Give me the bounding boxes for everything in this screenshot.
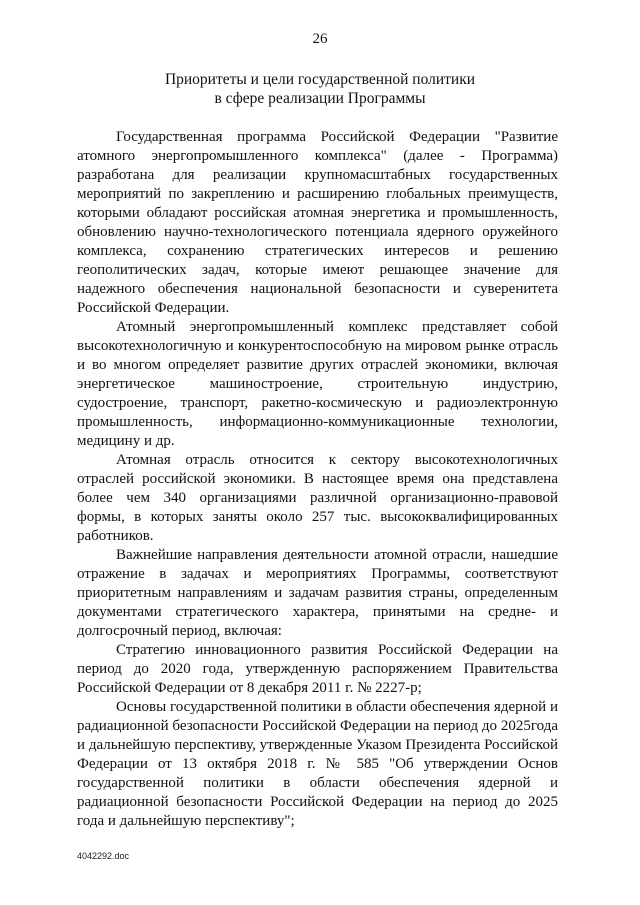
- document-body: [77, 128, 558, 831]
- section-heading: [100, 70, 540, 108]
- paragraph: Атомная отрасль относится к сектору высокотехнологичных отраслей российской экономики. В настоящее время она представлена более чем 340 организациями различной организационно-правовой формы, в которых заняты около 257 тыс. высококвалифицированных работников.: [77, 452, 558, 544]
- page-number: 26: [312, 31, 328, 47]
- paragraph: Стратегию инновационного развития Российской Федерации на период до 2020 года, утвержденную распоряжением Правительства Российской Федерации от 8 декабря 2011 г. № 2227-р;: [77, 642, 558, 696]
- paragraph: Основы государственной политики в области обеспечения ядерной и радиационной безопасности Российской Федерации на период до 2025года и дальнейшую перспективу, утвержденные Указом Президента Российской Федерации от 13 октября 2018 г. № 585 "Об утверждении Основ государственной политики в области обеспечения ядерной и радиационной безопасности Российской Федерации на период до 2025 года и дальнейшую перспективу";: [77, 699, 558, 829]
- document-file-code: 4042292.doc: [77, 851, 130, 861]
- paragraph: Важнейшие направления деятельности атомной отрасли, нашедшие отражение в задачах и мероприятиях Программы, соответствуют приоритетным направлениям и задачам развития страны, определенным документами стратегического характера, принятыми на средне- и долгосрочный период, включая:: [77, 547, 558, 639]
- section-heading-line-1: Приоритеты и цели государственной политики: [164, 71, 476, 88]
- paragraph: Государственная программа Российской Федерации "Развитие атомного энергопромышленного комплекса" (далее - Программа) разработана для реализации крупномасштабных государственных мероприятий по закреплению и расширению глобальных преимуществ, которыми обладают российская атомная энергетика и промышленность, обновлению научно-технологического потенциала ядерного оружейного комплекса, сохранению стратегических интересов и решению геополитических задач, которые имеют решающее значение для надежного обеспечения национальной безопасности и суверенитета Российской Федерации.: [77, 129, 558, 316]
- section-heading-line-2: в сфере реализации Программы: [214, 90, 426, 107]
- paragraph: Атомный энергопромышленный комплекс представляет собой высокотехнологичную и конкурентоспособную на мировом рынке отрасль и во многом определяет развитие других отраслей экономики, включая энергетическое машиностроение, строительную индустрию, судостроение, транспорт, ракетно-космическую и радиоэлектронную промышленность, информационно-коммуникационные технологии, медицину и др.: [77, 319, 558, 449]
